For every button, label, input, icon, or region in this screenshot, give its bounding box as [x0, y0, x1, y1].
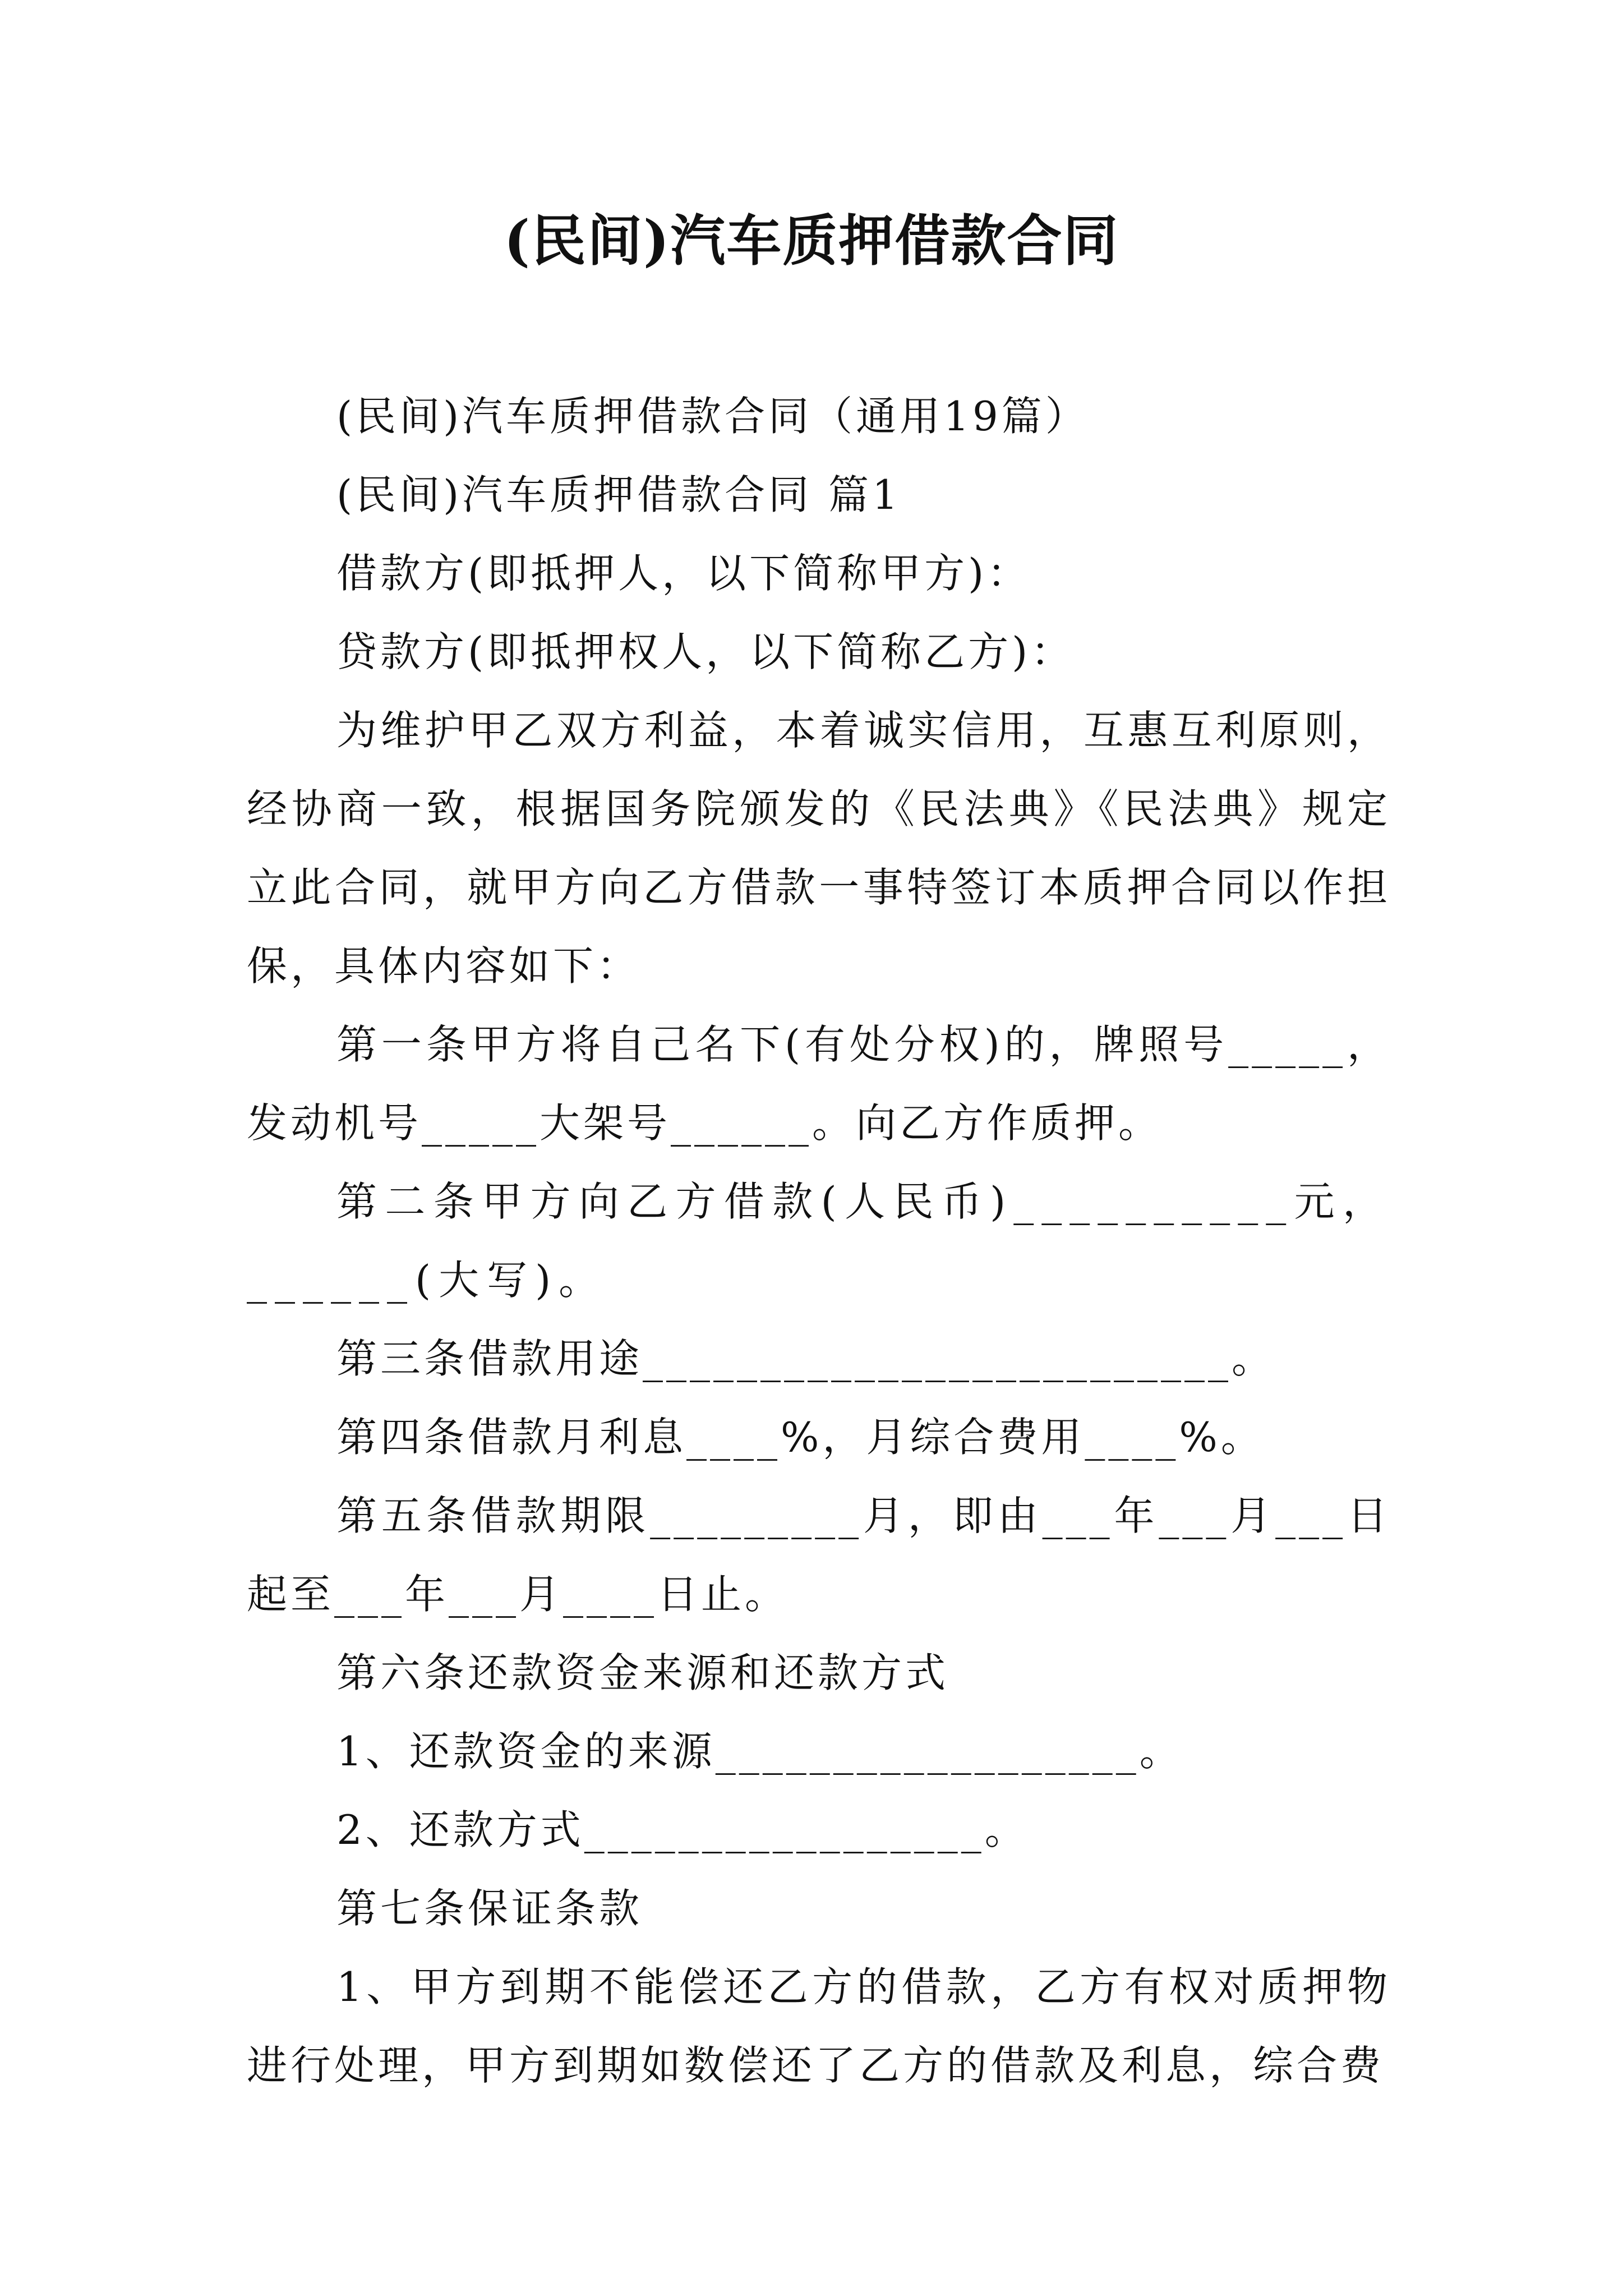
paragraph-article-2: 第二条甲方向乙方借款(人民币)__________元，______(大写)。: [247, 1178, 1391, 1304]
paragraph-article-6-item-1: 1、还款资金的来源__________________。: [336, 1728, 1183, 1775]
paragraph-article-5: 第五条借款期限_________月，即由___年___月___日起至___年___月____日止。: [247, 1492, 1391, 1618]
paragraph-article-6: 第六条还款资金来源和还款方式: [336, 1649, 949, 1696]
paragraph-lender: 贷款方(即抵押权人，以下简称乙方)：: [336, 628, 1075, 675]
paragraph-part-heading: (民间)汽车质押借款合同 篇1: [336, 471, 901, 518]
paragraph-article-4: 第四条借款月利息____%，月综合费用____%。: [336, 1414, 1265, 1461]
document-body: [247, 377, 1391, 2105]
paragraph-preamble: 为维护甲乙双方利益，本着诚实信用，互惠互利原则，经协商一致，根据国务院颁发的《民法典》《民法典》规定立此合同，就甲方向乙方借款一事特签订本质押合同以作担保，具体内容如下：: [247, 707, 1391, 990]
paragraph-article-7: 第七条保证条款: [336, 1885, 643, 1932]
paragraph-collection-title: (民间)汽车质押借款合同（通用19篇）: [336, 393, 1089, 440]
paragraph-article-7-item-1: 1、甲方到期不能偿还乙方的借款，乙方有权对质押物进行处理，甲方到期如数偿还了乙方的借款及利息，综合费: [247, 1963, 1391, 2089]
document-title: (民间)汽车质押借款合同: [504, 209, 1119, 273]
paragraph-borrower: 借款方(即抵押人，以下简称甲方)：: [336, 550, 1031, 597]
paragraph-article-3: 第三条借款用途_________________________。: [336, 1335, 1276, 1382]
paragraph-article-1: 第一条甲方将自己名下(有处分权)的，牌照号_____，发动机号_____大架号______。向乙方作质押。: [247, 1021, 1391, 1147]
paragraph-article-6-item-2: 2、还款方式_________________。: [336, 1806, 1029, 1853]
